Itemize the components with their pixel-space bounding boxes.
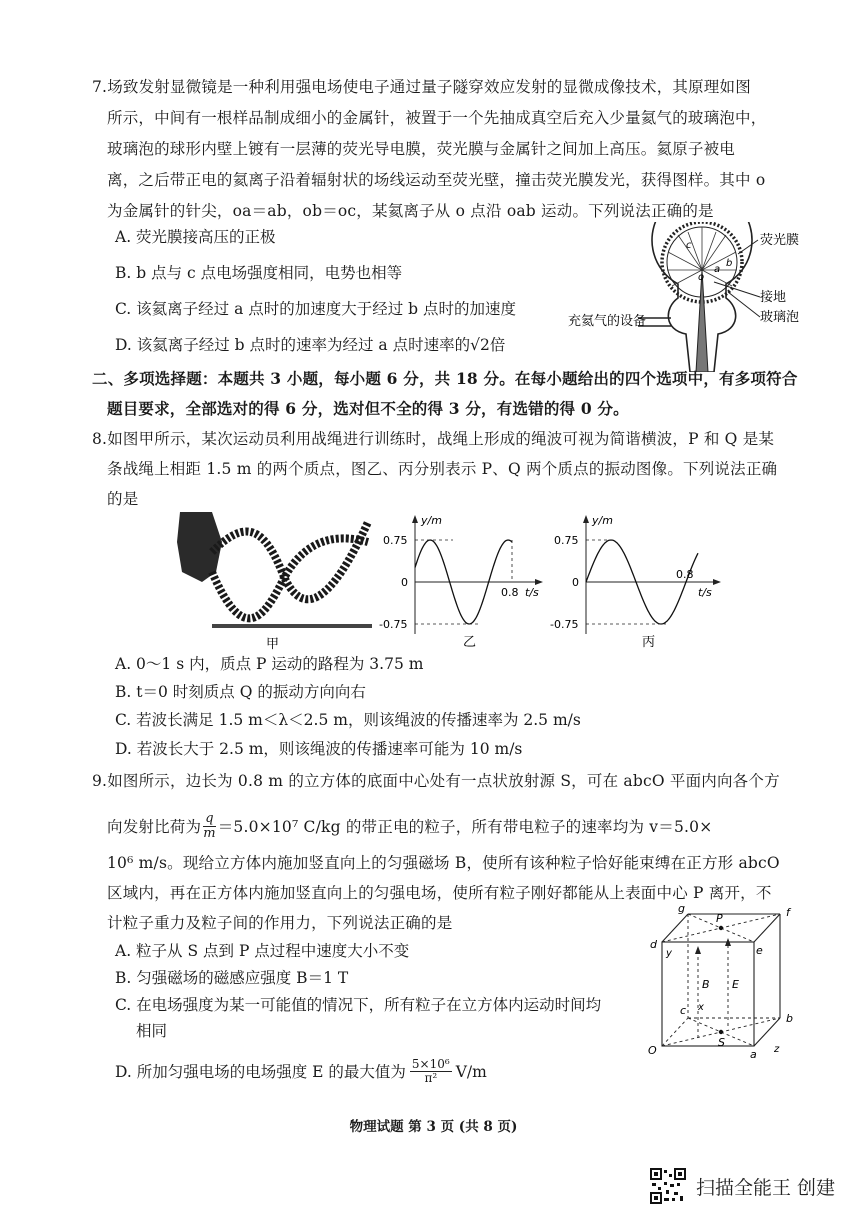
efield-fraction: [410, 1058, 452, 1085]
bing-tick-bottom: -0.75: [550, 618, 579, 631]
section2-line: 题目要求，全部选对的得 6 分，选对但不全的得 3 分，有选错的得 0 分。: [107, 399, 629, 418]
label-b: b: [726, 258, 733, 269]
section2-line: 二、多项选择题：本题共 3 小题，每小题 6 分，共 18 分。在每小题给出的四个选项中，有多项符合: [92, 369, 798, 388]
caption-jia: 甲: [266, 637, 280, 652]
q9-option-d: [115, 1058, 487, 1085]
charge-mass-fraction: [203, 812, 216, 841]
yi-tick-bottom: -0.75: [379, 618, 408, 631]
cube-figure: [640, 902, 810, 1062]
optD-num: 5×10⁶: [411, 1057, 450, 1071]
label-o: o: [698, 272, 705, 283]
cube-label-E: E: [732, 978, 739, 991]
yi-ylabel: y/m: [421, 514, 442, 527]
q9-option-c-cont: 相同: [136, 1022, 168, 1040]
q9-line-with-fraction: [107, 812, 712, 841]
q8-line: 8.如图甲所示，某次运动员利用战绳进行训练时，战绳上形成的绳波可视为简谐横波，P 和 Q 是某: [92, 430, 775, 448]
cube-label-e: e: [756, 944, 763, 957]
q9-optD-pre: D. 所加匀强电场的电场强度 E 的最大值为: [115, 1062, 406, 1081]
cube-label-x: x: [698, 1002, 704, 1013]
q7-line: 为金属针的针尖，oa＝ab，ob＝oc，某氦离子从 o 点沿 oab 运动。下列说法正确的是: [107, 202, 714, 220]
q9-option-c: C. 在电场强度为某一可能值的情况下，所有粒子在立方体内运动时间均: [115, 996, 602, 1014]
cube-label-b: b: [786, 1012, 793, 1025]
cube-label-O: O: [648, 1044, 657, 1057]
figure-jia-battle-rope: [172, 512, 372, 652]
caption-yi: 乙: [463, 635, 477, 650]
label-bulb: 玻璃泡: [760, 310, 800, 325]
cube-label-P: P: [716, 912, 723, 925]
cube-label-g: g: [678, 902, 685, 915]
bing-ylabel: y/m: [592, 514, 613, 527]
q8-line: 的是: [107, 490, 139, 508]
q9-line2-pre: 向发射比荷为: [107, 817, 202, 836]
label-ground: 接地: [760, 290, 787, 305]
bing-tick-top: 0.75: [554, 534, 579, 547]
label-device: 充氦气的设备: [568, 314, 647, 329]
bing-xlabel: t/s: [698, 586, 712, 599]
scanner-watermark: [650, 1168, 835, 1204]
q7-option-b: B. b 点与 c 点电场强度相同，电势也相等: [115, 264, 403, 282]
q9-line: 9.如图所示，边长为 0.8 m 的立方体的底面中心处有一点状放射源 S，可在 abcO 平面内向各个方: [92, 772, 780, 790]
frac-den: m: [203, 826, 216, 841]
q7-line: 所示，中间有一根样品制成细小的金属针，被置于一个先抽成真空后充入少量氦气的玻璃泡中，: [107, 109, 767, 127]
q7-option-c: C. 该氦离子经过 a 点时的加速度大于经过 b 点时的加速度: [115, 300, 517, 318]
optD-den: π²: [424, 1071, 438, 1085]
q7-option-a: A. 荧光膜接高压的正极: [115, 228, 276, 246]
cube-label-f: f: [786, 906, 790, 919]
q7-line: 离，之后带正电的氦离子沿着辐射状的场线运动至荧光壁，撞击荧光膜发光，获得图样。其中 o: [107, 171, 766, 189]
cube-label-z: z: [774, 1044, 780, 1055]
cube-label-c: c: [680, 1004, 687, 1017]
yi-tick-x: 0.8: [501, 586, 519, 599]
yi-xlabel: t/s: [525, 586, 539, 599]
q8-option-d: D. 若波长大于 2.5 m，则该绳波的传播速率可能为 10 m/s: [115, 740, 523, 758]
bing-tick-zero: 0: [572, 576, 579, 589]
frac-num: q: [205, 811, 214, 826]
q8-line: 条战绳上相距 1.5 m 的两个质点，图乙、丙分别表示 P、Q 两个质点的振动图像。下列说法正确: [107, 460, 778, 478]
label-c: c: [686, 240, 692, 251]
page-footer: 物理试题 第 3 页 (共 8 页): [349, 1119, 518, 1135]
yi-tick-top: 0.75: [383, 534, 408, 547]
caption-bing: 丙: [642, 635, 656, 650]
graph-yi: [375, 512, 550, 652]
q9-option-a: A. 粒子从 S 点到 P 点过程中速度大小不变: [115, 942, 410, 960]
scanner-text: 扫描全能王 创建: [696, 1176, 836, 1199]
q8-option-b: B. t＝0 时刻质点 Q 的振动方向向右: [115, 683, 366, 701]
cube-label-B: B: [702, 978, 710, 991]
q9-option-b: B. 匀强磁场的磁感应强度 B＝1 T: [115, 969, 349, 987]
label-a: a: [714, 264, 721, 275]
q9-optD-post: V/m: [455, 1062, 487, 1081]
q9-line: 10⁶ m/s。现给立方体内施加竖直向上的匀强磁场 B，使所有该种粒子恰好能束缚在正方形 abcO: [107, 854, 780, 872]
label-film: 荧光膜: [760, 233, 800, 248]
q7-line: 7.场致发射显微镜是一种利用强电场使电子通过量子隧穿效应发射的显微成像技术，其原理如图: [92, 78, 751, 96]
q7-line: 玻璃泡的球形内壁上镀有一层薄的荧光导电膜，荧光膜与金属针之间加上高压。氦原子被电: [107, 140, 736, 158]
cube-label-S: S: [718, 1036, 725, 1049]
q7-option-d: D. 该氦离子经过 b 点时的速率为经过 a 点时速率的√2倍: [115, 336, 506, 354]
q8-option-a: A. 0～1 s 内，质点 P 运动的路程为 3.75 m: [115, 655, 424, 673]
q9-line2-post: ＝5.0×10⁷ C/kg 的带正电的粒子，所有带电粒子的速率均为 v＝5.0×: [217, 817, 713, 836]
cube-label-y: y: [666, 948, 672, 959]
qr-code-icon: [650, 1168, 686, 1204]
bing-tick-x: 0.8: [676, 568, 694, 581]
yi-tick-zero: 0: [401, 576, 408, 589]
q9-line: 计粒子重力及粒子间的作用力，下列说法正确的是: [107, 914, 453, 932]
field-emission-microscope-figure: [568, 222, 828, 372]
cube-label-d: d: [650, 938, 657, 951]
graph-bing: [548, 512, 728, 652]
q8-option-c: C. 若波长满足 1.5 m＜λ＜2.5 m，则该绳波的传播速率为 2.5 m/s: [115, 711, 581, 729]
q9-line: 区域内，再在正方体内施加竖直向上的匀强电场，使所有粒子刚好都能从上表面中心 P 离开，不: [107, 884, 772, 902]
cube-label-a: a: [750, 1048, 757, 1061]
